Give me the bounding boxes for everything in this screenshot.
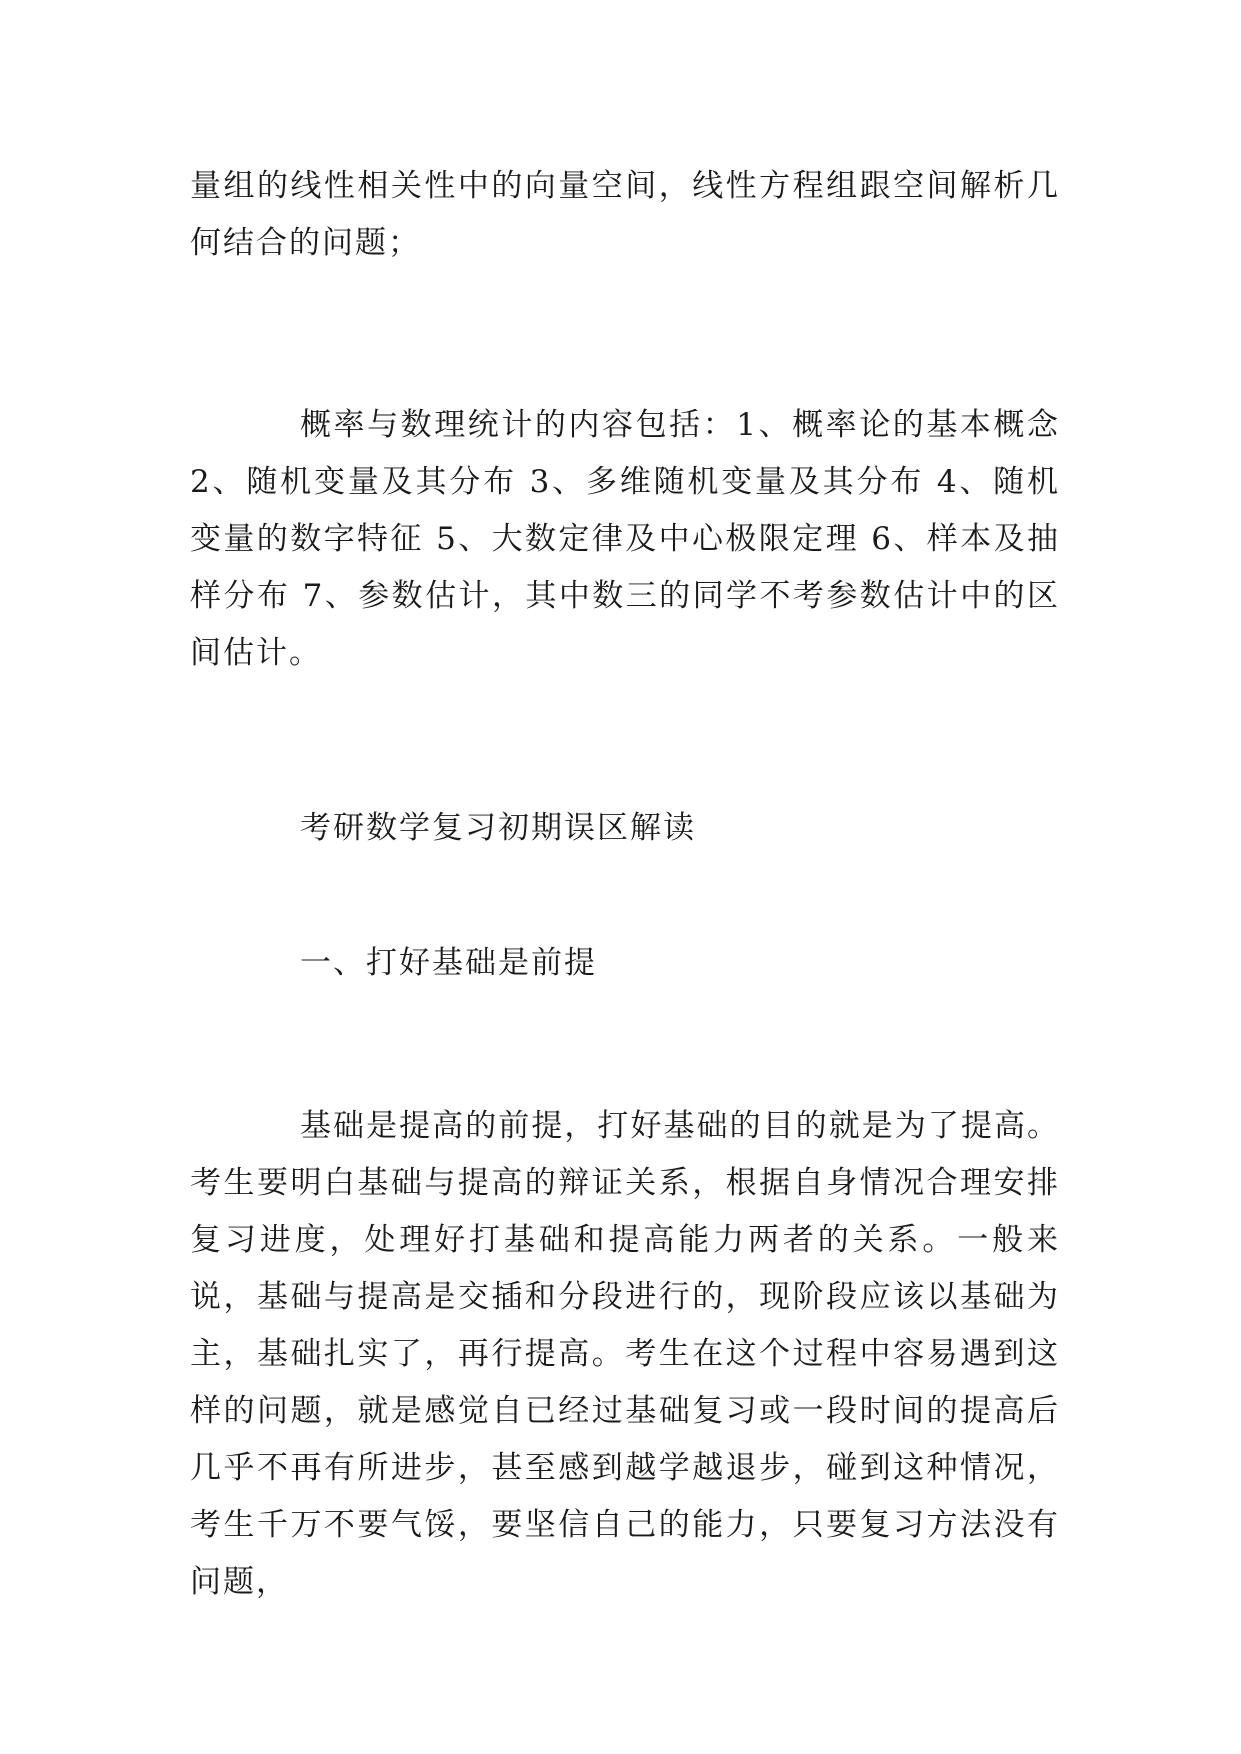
paragraph-linear-algebra-continuation: 量组的线性相关性中的向量空间，线性方程组跟空间解析几何结合的问题； bbox=[190, 168, 1060, 261]
paragraph-foundation: 基础是提高的前提，打好基础的目的就是为了提高。考生要明白基础与提高的辩证关系，根据自身情况合理安排复习进度，处理好打基础和提高能力两者的关系。一般来说，基础与提高是交插和分段进行的，现阶段应该以基础为主，基础扎实了，再行提高。考生在这个过程中容易遇到这样的问题，就是感觉自已经过基础复习或一段时间的提高后几乎不再有所进步，甚至感到越学越退步，碰到这种情况，考生千万不要气馁，要坚信自己的能力，只要复习方法没有问题， bbox=[190, 1108, 1060, 1600]
section-heading: 考研数学复习初期误区解读 bbox=[300, 810, 696, 846]
paragraph-probability-content: 概率与数理统计的内容包括：1、概率论的基本概念 2、随机变量及其分布 3、多维随机变量及其分布 4、随机变量的数字特征 5、大数定律及中心极限定理 6、样本及抽样分布 7、参数估计，其中数三的同学不考参数估计中的区间估计。 bbox=[190, 407, 1061, 671]
subsection-heading: 一、打好基础是前提 bbox=[300, 945, 597, 981]
